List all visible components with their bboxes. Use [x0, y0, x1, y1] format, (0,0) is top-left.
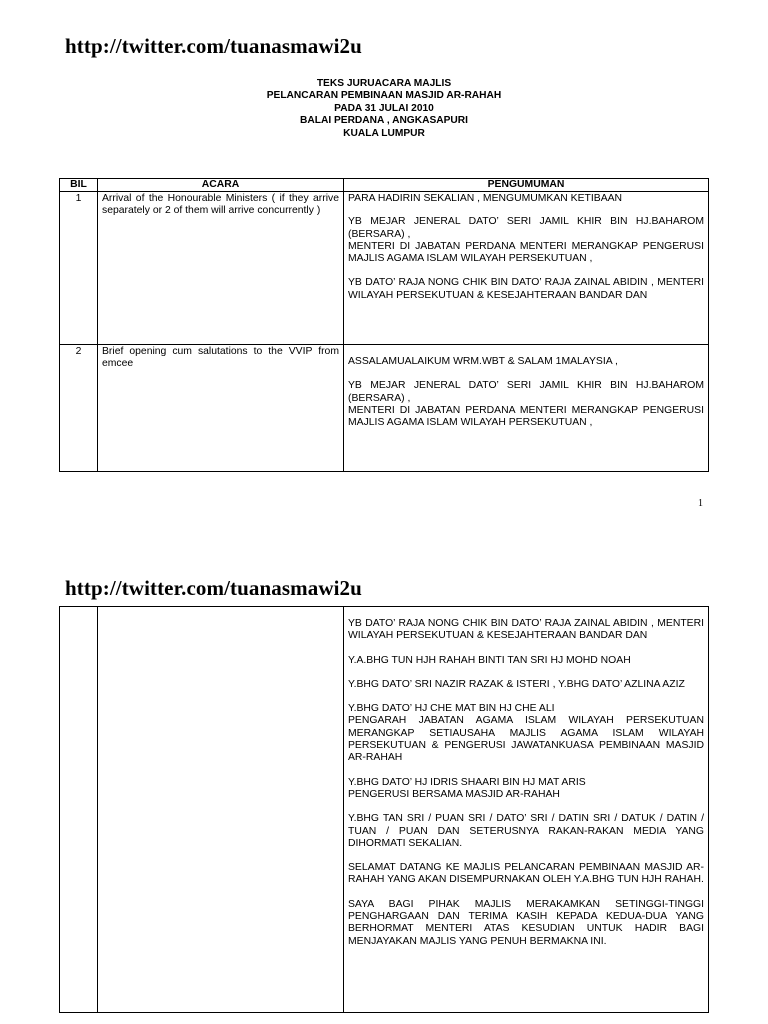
announcement-paragraph: YB MEJAR JENERAL DATO’ SERI JAMIL KHIR BIN HJ.BAHAROM (BERSARA) , MENTERI DI JABATAN PERDANA MENTERI MERANGKAP PENGERUSI MAJLIS AGAMA ISLAM WILAYAH PERSEKUTUAN , — [348, 216, 704, 265]
heading-line: PELANCARAN PEMBINAAN MASJID AR-RAHAH — [266, 90, 502, 102]
row-acara — [98, 345, 344, 472]
heading-line: BALAI PERDANA , ANGKASAPURI — [300, 115, 468, 127]
heading-line: PADA 31 JULAI 2010 — [334, 102, 434, 114]
bil-number: 1 — [75, 193, 82, 204]
announcement-paragraph: YB DATO’ RAJA NONG CHIK BIN DATO’ RAJA ZAINAL ABIDIN , MENTERI WILAYAH PERSEKUTUAN & KESEJAHTERAAN BANDAR DAN — [348, 618, 704, 642]
heading-line: KUALA LUMPUR — [343, 127, 425, 139]
page-number: 1 — [698, 498, 703, 509]
document-heading — [0, 78, 768, 140]
announcement-paragraph: SAYA BAGI PIHAK MAJLIS MERAKAMKAN SETINGGI-TINGGI PENGHARGAAN DAN TERIMA KASIH KEPADA KEDUA-DUA YANG BERHORMAT MENTERI ATAS KESUDIAN UNTUK HADIR BAGI MENJAYAKAN MAJLIS YANG PENUH BERMAKNA INI. — [348, 898, 704, 947]
row-bil — [60, 607, 98, 1013]
announcement-paragraph: YB MEJAR JENERAL DATO’ SERI JAMIL KHIR BIN HJ.BAHAROM (BERSARA) , MENTERI DI JABATAN PERDANA MENTERI MERANGKAP PENGERUSI MAJLIS AGAMA ISLAM WILAYAH PERSEKUTUAN , — [348, 380, 704, 429]
row-acara — [98, 607, 344, 1013]
heading-line: TEKS JURUACARA MAJLIS — [316, 78, 452, 89]
announcement-paragraph: Y.BHG DATO’ HJ IDRIS SHAARI BIN HJ MAT ARIS PENGERUSI BERSAMA MASJID AR-RAHAH — [348, 776, 586, 800]
programme-table-continued — [59, 606, 709, 1013]
header-pengumuman: PENGUMUMAN — [344, 179, 709, 192]
announcement-paragraph: Y.BHG DATO’ HJ CHE MAT BIN HJ CHE ALI PENGARAH JABATAN AGAMA ISLAM WILAYAH PERSEKUTUAN MERANGKAP SETIAUSAHA MAJLIS AGAMA ISLAM WILAYAH PERSEKUTUAN & PENGERUSI JAWATANKUASA PEMBINAAN MASJID AR-RAHAH — [348, 703, 704, 764]
page2-site-url: http://twitter.com/tuanasmawi2u — [65, 576, 362, 600]
announcement-paragraph: Y.BHG DATO’ SRI NAZIR RAZAK & ISTERI , Y.BHG DATO’ AZLINA AZIZ — [348, 678, 685, 690]
announcement-paragraph: Y.BHG TAN SRI / PUAN SRI / DATO’ SRI / DATIN SRI / DATUK / DATIN / TUAN / PUAN DAN SETERUSNYA RAKAN-RAKAN MEDIA YANG DIHORMATI SEKALIAN. — [348, 813, 704, 849]
table-row — [60, 345, 709, 472]
header-bil: BIL — [60, 179, 98, 192]
bil-number: 2 — [75, 346, 82, 357]
acara-text: Brief opening cum salutations to the VVIP from emcee — [102, 346, 339, 370]
row-pengumuman — [344, 607, 709, 1013]
page1-site-url: http://twitter.com/tuanasmawi2u — [65, 34, 362, 58]
announcement-paragraph: Y.A.BHG TUN HJH RAHAH BINTI TAN SRI HJ MOHD NOAH — [348, 654, 631, 666]
announcement-paragraph: SELAMAT DATANG KE MAJLIS PELANCARAN PEMBINAAN MASJID AR-RAHAH YANG AKAN DISEMPURNAKAN OLEH Y.A.BHG TUN HJH RAHAH. — [348, 862, 704, 886]
table-row — [60, 607, 709, 1013]
row-acara — [98, 192, 344, 345]
header-acara: ACARA — [98, 179, 344, 192]
announcement-paragraph: YB DATO’ RAJA NONG CHIK BIN DATO’ RAJA ZAINAL ABIDIN , MENTERI WILAYAH PERSEKUTUAN & KESEJAHTERAAN BANDAR DAN — [348, 277, 704, 301]
table-row — [60, 192, 709, 345]
row-bil — [60, 192, 98, 345]
announcement-paragraph: PARA HADIRIN SEKALIAN , MENGUMUMKAN KETIBAAN — [348, 193, 623, 204]
announcement-paragraph: ASSALAMUALAIKUM WRM.WBT & SALAM 1MALAYSIA , — [348, 356, 618, 367]
programme-table — [59, 178, 709, 472]
table-header-row — [60, 179, 709, 192]
acara-text: Arrival of the Honourable Ministers ( if they arrive separately or 2 of them will arrive concurrently ) — [102, 193, 339, 217]
row-bil — [60, 345, 98, 472]
row-pengumuman — [344, 192, 709, 345]
row-pengumuman — [344, 345, 709, 472]
